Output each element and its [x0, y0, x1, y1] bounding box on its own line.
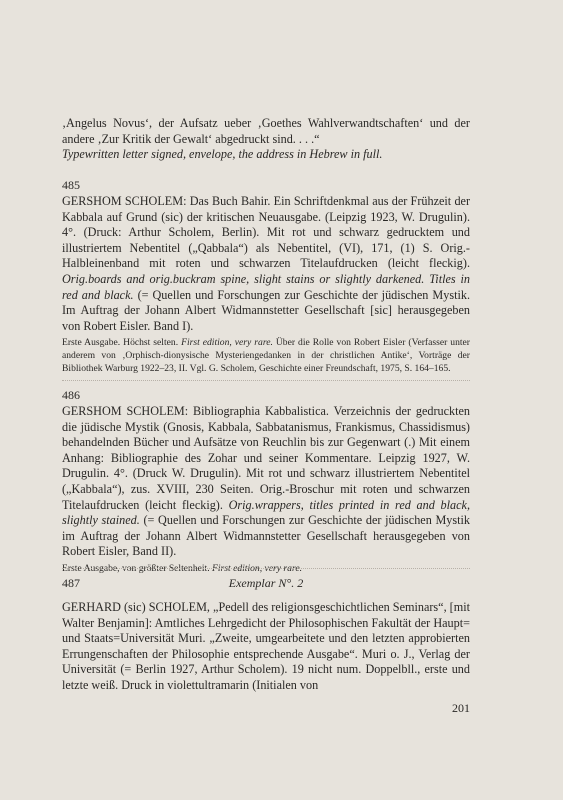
annotation-text: Erste Ausgabe, von größter Seltenheit.: [62, 562, 210, 574]
exemplar-label: Exemplar N°. 2: [228, 576, 304, 590]
continuation-block: [62, 116, 470, 163]
entry-english-note: Orig.boards and orig.buckram spine, slight stains or slightly darkened. Titles in red and black.: [62, 271, 470, 302]
entry-487-header: [62, 576, 470, 591]
entry-485: [62, 194, 470, 376]
entry-485-number: [62, 178, 470, 193]
annotation-detail: Über die Rolle von Robert Eisler (Verfasser unter anderem von ‚Orphisch-dionysische Mysteriengedanken in der christlichen Antike‘, Vorträge der Bibliothek Warburg 1922–23, II. Vgl. G. Scholem, Geschichte einer Freundschaft, 1975, S. 164–165.: [62, 337, 470, 374]
entry-annotation: [62, 563, 470, 576]
entry-description: GERHARD (sic) SCHOLEM, „Pedell des religionsgeschichtlichen Seminars“, [mit Walter Benjamin]: Amtliches Lehrgedicht der Philosophischen Fakultät der Haupt= und Staats=Universität Muri. „Zweite, umgearbeitete und den letzten approbierten Errungenschaften der Philosophie entsprechende Ausgabe“. Muri o. J., Verlag der Universität (= Berlin 1927, Arthur Scholem). 19 nicht num. Doppelbll., erste und letzte weiß. Druck in violettultramarin (Initialen von: [62, 600, 470, 692]
entry-number: 485: [62, 178, 80, 192]
divider: [62, 568, 470, 569]
entry-number: 487: [62, 576, 80, 590]
page-number: 201: [452, 701, 470, 715]
entry-486: [62, 404, 470, 576]
continuation-text: ‚Angelus Novus‘, der Aufsatz ueber ‚Goethes Wahlverwandtschaften‘ und der andere ‚Zur Kritik der Gewalt‘ abgedruckt sind. . . .“: [62, 116, 470, 146]
entry-series: (= Quellen und Forschungen zur Geschichte der jüdischen Mystik im Auftrag der Johann Albert Widmannstetter Gesellschaft herausgegeben von Robert Eisler, Band II).: [62, 513, 470, 559]
entry-series: (= Quellen und Forschungen zur Geschichte der jüdischen Mystik. Im Auftrag der Johann Albert Widmannstetter Gesellschaft [sic] herausgegeben von Robert Eisler. Band I).: [62, 287, 470, 333]
annotation-english: First edition, very rare.: [212, 562, 302, 574]
divider: [62, 380, 470, 381]
annotation-text: Erste Ausgabe. Höchst selten.: [62, 337, 179, 349]
entry-text: GERSHOM SCHOLEM: Bibliographia Kabbalistica. Verzeichnis der gedruckten die jüdische Mystik (Gnosis, Kabbala, Sabbatanismus, Frankismus, Chassidismus) behandelnden Bücher und Aufsätze von Reuchlin bis zur Gegenwart (.) Mit einem Anhang: Bibliographie des Zohar und seiner Kommentare. Leipzig 1927, W. Drugulin. 4°. (Druck W. Drugulin). Mit rot und schwarz illustriertem Nebentitel („Kabbala“), zus. XVIII, 230 Seiten. Orig.-Broschur mit roten und schwarzen Titelaufdrucken (leicht fleckig).: [62, 404, 470, 512]
entry-annotation: [62, 337, 470, 375]
entry-486-number: [62, 388, 470, 403]
continuation-note: Typewritten letter signed, envelope, the address in Hebrew in full.: [62, 147, 383, 162]
entry-number: 486: [62, 388, 80, 402]
entry-description: [62, 194, 470, 334]
entry-description: [62, 404, 470, 560]
entry-487: [62, 600, 470, 694]
entry-english-note: Orig.wrappers, titles printed in red and black, slightly stained.: [62, 497, 470, 528]
annotation-english: First edition, very rare.: [181, 337, 273, 349]
entry-text: GERSHOM SCHOLEM: Das Buch Bahir. Ein Schriftdenkmal aus der Frühzeit der Kabbala auf Grund (sic) der kritischen Neuausgabe. (Leipzig 1923, W. Drugulin). 4°. (Druck: Arthur Scholem, Berlin). Mit rot und schwarz gedrucktem und illustriertem Nebentitel („Qabbala“) als Nebentitel, (VI), 171, (1) S. Orig.-Halbleinenband mit roten und schwarzen Titelaufdrucken (leicht fleckig).: [62, 194, 470, 271]
